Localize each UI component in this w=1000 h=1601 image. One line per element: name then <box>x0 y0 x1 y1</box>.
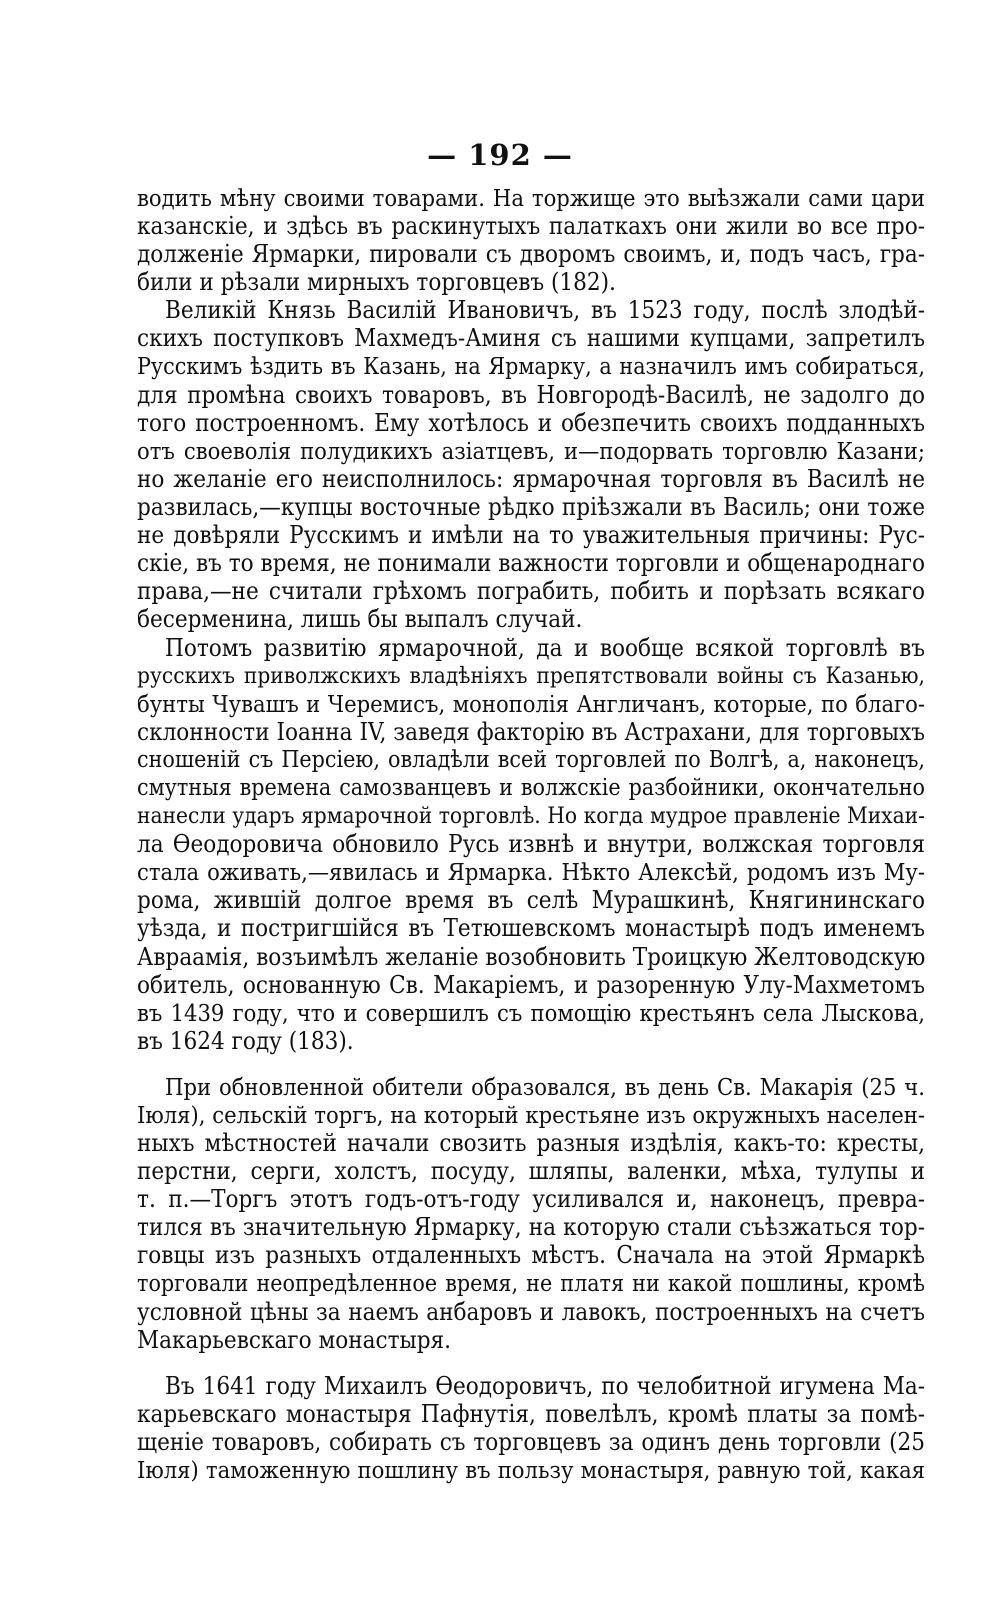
paragraph-3 <box>137 634 925 1055</box>
text-line: обитель, основанную Св. Макаріемъ, и разоренную Улу-Махметомъ <box>137 970 925 999</box>
text-line: тился въ значительную Ярмарку, на которую стали съѣзжаться тор- <box>137 1213 925 1242</box>
text-line: Великій Князь Василій Ивановичъ, въ 1523 году, послѣ злодѣй- <box>165 296 925 325</box>
text-line: Макарьевскаго монастыря. <box>137 1325 452 1354</box>
text-line: уѣзда, и постригшійся въ Тетюшевскомъ монастырѣ подъ именемъ <box>137 914 925 943</box>
text-line: скіе, въ то время, не понимали важности торговли и общенароднаго <box>137 549 925 578</box>
text-line: въ 1439 году, что и совершилъ съ помощію крестьянъ села Лыскова, <box>137 998 925 1027</box>
paragraph-5 <box>137 1372 925 1484</box>
text-line: не довѣряли Русскимъ и имѣли на то уважительныя причины: Рус- <box>137 521 925 550</box>
text-line: били и рѣзали мирныхъ торговцевъ (182). <box>137 268 616 297</box>
text-line: казанскіе, и здѣсь въ раскинутыхъ палаткахъ они жили во все про- <box>137 212 925 241</box>
paragraph-1 <box>137 184 925 296</box>
text-line: развилась,—купцы восточные рѣдко пріѣзжали въ Василь; они тоже <box>137 493 925 522</box>
text-line: карьевскаго монастыря Пафнутія, повелѣлъ, кромѣ платы за помѣ- <box>137 1399 925 1428</box>
text-line: перстни, серги, холстъ, посуду, шляпы, валенки, мѣха, тулупы и <box>137 1157 925 1186</box>
text-line: рома, жившій долгое время въ селѣ Мурашкинѣ, Княгининскаго <box>137 886 925 915</box>
paragraph-4 <box>137 1073 925 1354</box>
text-line: стала оживать,—явилась и Ярмарка. Нѣкто Алексѣй, родомъ изъ Му- <box>137 858 925 887</box>
text-line: отъ своеволія полудикихъ азіатцевъ, и—подорвать торговлю Казани; <box>137 436 925 465</box>
text-line: ла Ѳеодоровича обновило Русь извнѣ и внутри, волжская торговля <box>137 830 925 859</box>
text-line: Іюля) таможенную пошлину въ пользу монастыря, равную той, какая <box>137 1456 925 1485</box>
text-line: склонности Іоанна IV, заведя факторію въ Астрахани, для торговыхъ <box>137 717 925 746</box>
text-line: ныхъ мѣстностей начали свозить разныя издѣлія, какъ-то: кресты, <box>137 1129 925 1158</box>
text-line: условной цѣны за наемъ анбаровъ и лавокъ, построенныхъ на счетъ <box>137 1297 925 1326</box>
text-line: торговали неопредѣленное время, не платя ни какой пошлины, кромѣ <box>137 1270 925 1297</box>
text-line: Авраамія, возъимѣлъ желаніе возобновить Троицкую Желтоводскую <box>137 942 926 971</box>
text-line: нанесли ударъ ярмарочной торговлѣ. Но когда мудрое правленіе Михаи- <box>137 803 925 830</box>
paragraph-2 <box>137 296 925 633</box>
text-line: для промѣна своихъ товаровъ, въ Новгородѣ-Василѣ, не задолго до <box>137 380 925 409</box>
page-number: — 192 — <box>427 138 573 172</box>
text-line: Потомъ развитію ярмарочной, да и вообще всякой торговлѣ въ <box>165 633 925 662</box>
text-line: скихъ поступковъ Махмедъ-Аминя съ нашими купцами, запретилъ <box>137 324 925 353</box>
text-line: но желаніе его неисполнилось: ярмарочная торговля въ Василѣ не <box>137 464 925 493</box>
text-line: бесерменина, лишь бы выпалъ случай. <box>137 605 583 634</box>
body-text <box>137 184 925 1484</box>
text-line: т. п.—Торгъ этотъ годъ-отъ-году усиливался и, наконецъ, преврa- <box>137 1185 925 1214</box>
text-line: Въ 1641 году Михаилъ Ѳеодоровичъ, по челобитной игумена Ма- <box>165 1371 925 1400</box>
text-line: Русскимъ ѣздить въ Казань, на Ярмарку, а назначилъ имъ собираться, <box>137 353 925 380</box>
text-line: смутныя времена самозванцевъ и волжскіе разбойники, окончательно <box>137 774 925 801</box>
text-line: русскихъ приволжскихъ владѣніяхъ препятствовали войны съ Казанью, <box>137 662 925 689</box>
text-line: говцы изъ разныхъ отдаленныхъ мѣстъ. Сначала на этой Ярмаркѣ <box>137 1241 925 1270</box>
text-line: При обновленной обители образовался, въ день Св. Макарія (25 ч. <box>165 1072 925 1101</box>
text-line: сношеній съ Персіею, овладѣли всей торговлей по Волгѣ, а, наконецъ, <box>137 746 925 773</box>
text-line: Іюля), сельскій торгъ, на который крестьяне изъ окружныхъ населен- <box>137 1101 925 1129</box>
text-line: въ 1624 году (183). <box>137 1026 354 1055</box>
text-line: водить мѣну своими товарами. На торжище это выѣзжали сами цари <box>137 184 925 212</box>
text-line: бунты Чувашъ и Черемисъ, монополія Англичанъ, которые, по благо- <box>137 689 925 718</box>
text-line: щеніе товаровъ, собирать съ торговцевъ за одинъ день торговли (25 <box>137 1428 925 1457</box>
text-line: права,—не считали грѣхомъ пограбить, побить и порѣзать всякаго <box>137 577 925 606</box>
text-line: долженіе Ярмарки, пировали съ дворомъ своимъ, и, подъ часъ, гра- <box>137 240 925 269</box>
text-line: того построенномъ. Ему хотѣлось и обезпечить своихъ подданныхъ <box>137 408 925 437</box>
